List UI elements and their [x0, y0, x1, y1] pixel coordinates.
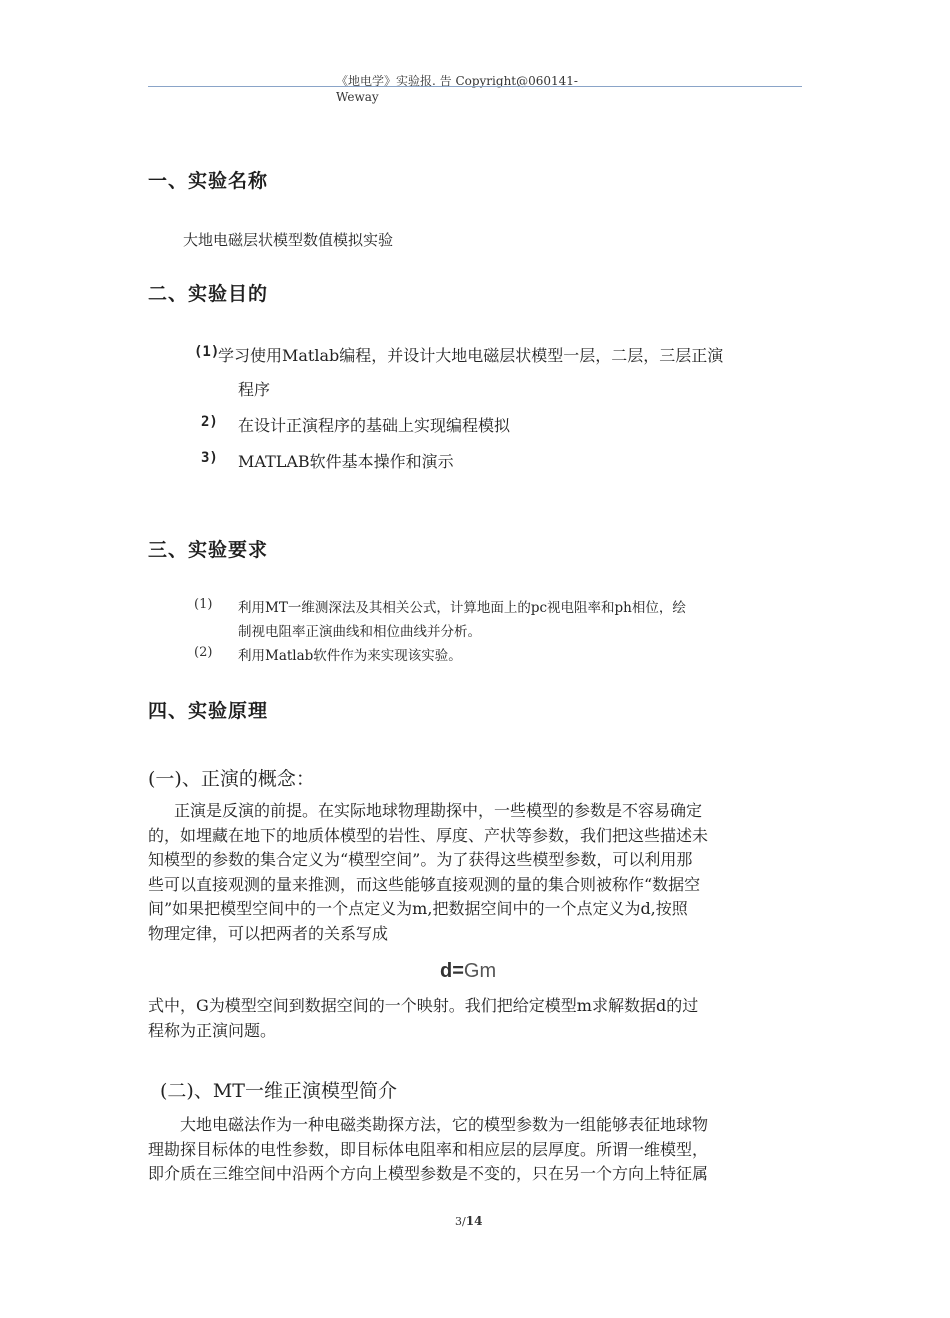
section-1-content: 大地电磁层状模型数值模拟实验 — [183, 231, 394, 249]
formula-lhs: d= — [440, 960, 464, 982]
para-1-line: 些可以直接观测的量来推测，而这些能够直接观测的量的集合则被称作“数据空 — [148, 874, 701, 894]
objective-1-number: (1) — [194, 344, 220, 360]
objective-2-text: 在设计正演程序的基础上实现编程模拟 — [238, 416, 511, 435]
objective-3-text: MATLAB软件基本操作和演示 — [238, 452, 454, 471]
para-1-line: 间”如果把模型空间中的一个点定义为m,把数据空间中的一个点定义为d,按照 — [148, 899, 688, 918]
para-1-line: 正演是反演的前提。在实际地球物理勘探中，一些模型的参数是不容易确定 — [174, 801, 703, 820]
para-1-line: 知模型的参数的集合定义为“模型空间”。为了获得这些模型参数，可以利用那 — [148, 850, 693, 869]
explanation-line: 程称为正演问题。 — [148, 1020, 277, 1040]
formula-rhs: Gm — [463, 960, 497, 982]
subsection-1-title: (一)、正演的概念： — [148, 768, 315, 790]
requirement-2-text: 利用Matlab软件作为来实现该实验。 — [238, 648, 462, 664]
para-1-line: 物理定律，可以把两者的关系写成 — [148, 923, 389, 943]
para-1-line: 的，如埋藏在地下的地质体模型的岩性、厚度、产状等参数，我们把这些描述未 — [148, 825, 709, 845]
formula-explanation — [148, 994, 803, 1043]
objective-1-line-1: 学习使用Matlab编程，并设计大地电磁层状模型一层，二层，三层正演 — [218, 346, 724, 365]
explanation-line: 式中，G为模型空间到数据空间的一个映射。我们把给定模型m求解数据d的过 — [148, 996, 699, 1015]
section-1-title: 一、实验名称 — [148, 170, 269, 192]
page-header — [336, 73, 586, 105]
header-line-2: Weway — [336, 90, 379, 104]
formula-d-gm — [440, 960, 496, 983]
section-2-title: 二、实验目的 — [148, 283, 269, 305]
section-3-title: 三、实验要求 — [148, 539, 269, 561]
page-number — [455, 1214, 482, 1228]
requirement-1-line-1: 利用MT一维测深法及其相关公式，计算地面上的pc视电阻率和ph相位，绘 — [238, 600, 686, 616]
header-line-1: 《地电学》实验报. 告 Copyright@060141- — [336, 74, 578, 88]
subsection-1-paragraph — [148, 799, 803, 946]
objective-1-line-2: 程序 — [238, 380, 271, 399]
page-current: 3/ — [455, 1215, 466, 1228]
objective-3-number: 3) — [201, 450, 218, 466]
requirement-1-line-2: 制视电阻率正演曲线和相位曲线并分析。 — [238, 624, 481, 640]
header-rule — [148, 86, 802, 87]
requirement-1-number: (1) — [194, 597, 213, 612]
subsection-2-paragraph — [148, 1113, 803, 1187]
para-2-line: 即介质在三维空间中沿两个方向上模型参数是不变的，只在另一个方向上特征属 — [148, 1164, 709, 1183]
subsection-2-title: (二)、MT一维正演模型简介 — [160, 1080, 397, 1102]
objective-2-number: 2) — [201, 414, 218, 430]
page-total: 14 — [465, 1214, 483, 1228]
para-2-line: 大地电磁法作为一种电磁类勘探方法，它的模型参数为一组能够表征地球物 — [180, 1115, 709, 1134]
para-2-line: 理勘探目标体的电性参数，即目标体电阻率和相应层的层厚度。所谓一维模型， — [148, 1139, 709, 1159]
requirement-2-number: (2) — [194, 645, 213, 660]
section-4-title: 四、实验原理 — [148, 700, 269, 722]
